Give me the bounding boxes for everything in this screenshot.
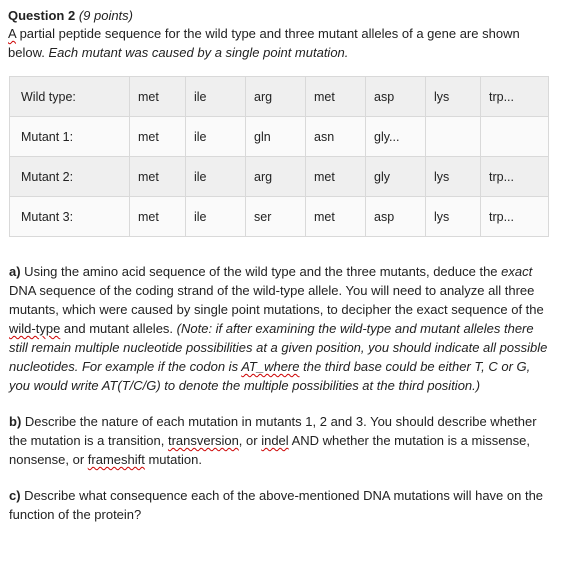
part-b-text: b) Describe the nature of each mutation in mutants 1, 2 and 3. You should describe whether the mutation is a transition, transversion, or indel AND whether the mutation is a missense, nonsense, or frameshift mutation. [9,414,537,467]
row-label: Mutant 3: [10,197,130,237]
amino-acid-cell: met [130,77,186,117]
part-c-label: c) [9,488,21,503]
amino-acid-cell: ile [186,197,246,237]
amino-acid-cell: lys [426,77,481,117]
intro-italic-text: Each mutant was caused by a single point mutation. [48,45,349,60]
amino-acid-cell: asp [366,77,426,117]
amino-acid-cell: lys [426,197,481,237]
intro-article: A [8,26,16,41]
amino-acid-cell: asn [306,117,366,157]
row-label: Mutant 2: [10,157,130,197]
amino-acid-cell: ile [186,117,246,157]
amino-acid-cell: met [306,197,366,237]
amino-acid-cell: trp... [481,197,549,237]
amino-acid-cell: trp... [481,157,549,197]
amino-acid-cell: met [130,157,186,197]
part-c-text: c) Describe what consequence each of the above-mentioned DNA mutations will have on the function of the protein? [9,488,544,522]
amino-acid-cell: lys [426,157,481,197]
amino-acid-cell: arg [246,77,306,117]
amino-acid-cell: gly... [366,117,426,157]
amino-acid-cell: met [306,77,366,117]
amino-acid-cell: trp... [481,77,549,117]
amino-acid-cell: arg [246,157,306,197]
row-label: Wild type: [10,77,130,117]
peptide-table [9,76,549,237]
question-body [9,262,554,541]
amino-acid-cell [481,117,549,157]
part-a-label: a) [9,264,21,279]
part-b-label: b) [9,414,22,429]
amino-acid-cell: gln [246,117,306,157]
question-number: Question 2 [8,8,76,23]
amino-acid-cell [426,117,481,157]
question-intro [8,24,553,62]
amino-acid-cell: asp [366,197,426,237]
amino-acid-cell: met [130,117,186,157]
table-row [10,197,549,237]
row-label: Mutant 1: [10,117,130,157]
question-points: (9 points) [78,8,134,23]
amino-acid-cell: ser [246,197,306,237]
table-row [10,77,549,117]
question-title [8,7,553,24]
amino-acid-cell: met [306,157,366,197]
table-row [10,117,549,157]
amino-acid-cell: ile [186,157,246,197]
amino-acid-cell: gly [366,157,426,197]
part-a-text: a) Using the amino acid sequence of the wild type and the three mutants, deduce the exact DNA sequence of the coding strand of the wild-type allele. You will need to analyze all three mutants, which were caused by single point mutations, to decipher the exact sequence of the wild-type and mutant alleles. (Note: if after examining the wild-type and mutant alleles there still remain multiple nucleotide possibilities at a given position, you should indicate all possible nucleotides. For example if the codon is AT_where the third base could be either T, C or G, you would write AT(T/C/G) to denote the multiple possibilities at the third position.) [9,264,548,393]
amino-acid-cell: met [130,197,186,237]
intro-text: partial peptide sequence for the wild type and three mutant alleles of a gene are shown below. [8,26,520,60]
amino-acid-cell: ile [186,77,246,117]
table-row [10,157,549,197]
